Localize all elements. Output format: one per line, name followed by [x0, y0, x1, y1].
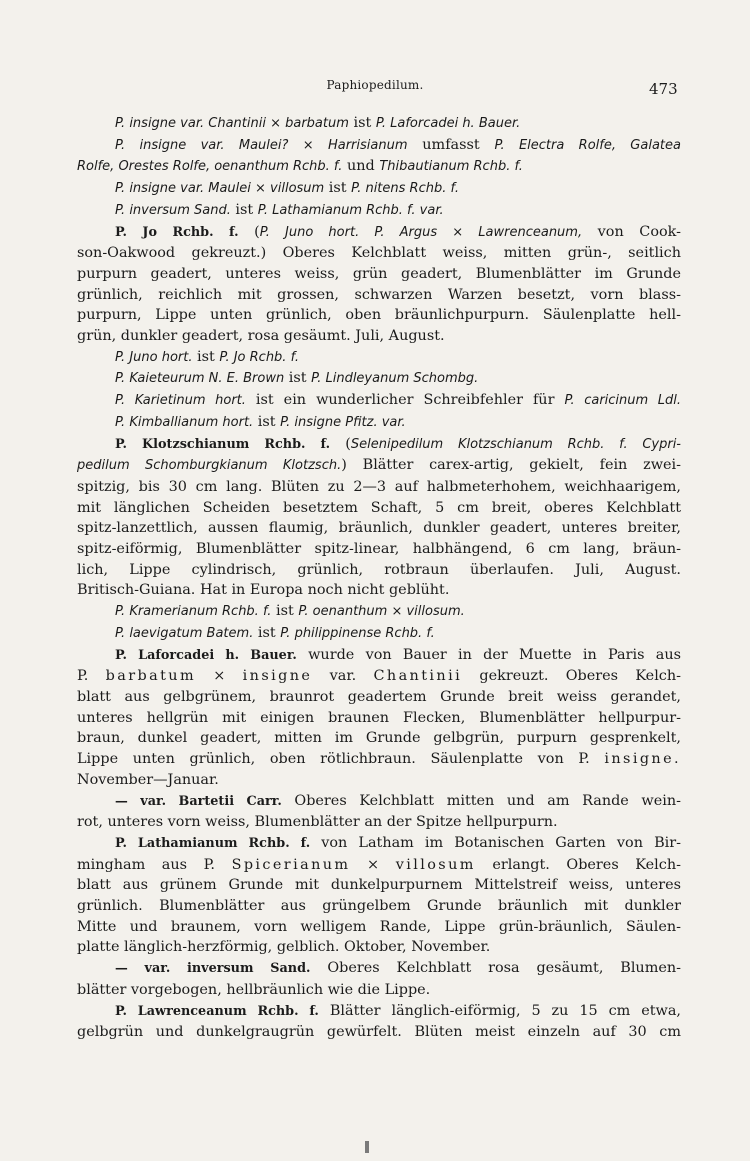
text-line	[77, 833, 681, 855]
text-line	[77, 1001, 681, 1023]
text-line	[77, 156, 681, 178]
text-line	[77, 749, 681, 770]
page-number: 473	[649, 80, 678, 98]
text-line	[77, 285, 681, 306]
text-run: mit länglichen Scheiden besetztem Schaft, 5 cm breit, oberes Kelchblatt	[77, 499, 681, 516]
text-line	[77, 243, 681, 264]
taxon-name: P. Lathamianum Rchb. f. var.	[257, 202, 444, 218]
entry-heading: P. Laforcadei h. Bauer.	[115, 647, 297, 663]
text-run: blatt aus grünem Grunde mit dunkelpurpurnem Mittelstreif weiss, unteres	[77, 877, 681, 894]
text-line	[77, 305, 681, 326]
taxon-name: P. Kaieteurum N. E. Brown	[115, 371, 285, 387]
text-run: mingham aus P.	[77, 856, 232, 873]
taxon-name: P. Karietinum hort.	[115, 393, 246, 409]
text-line	[77, 498, 681, 519]
text-run: insigne	[242, 668, 313, 685]
taxon-name: Selenipedilum Klotzschianum Rchb. f. Cypri-	[350, 436, 681, 452]
text-line	[77, 200, 681, 222]
text-run: Lippe unten grünlich, oben rötlichbraun. Säulenplatte von P.	[77, 751, 605, 768]
text-run: platte länglich-herzförmig, gelblich. Oktober, November.	[77, 939, 491, 956]
taxon-name: P. insigne var. Maulei? ⨯ Harrisianum	[115, 137, 408, 153]
text-run: grünlich, reichlich mit grossen, schwarzen Warzen besetzt, vorn blass-	[77, 286, 681, 303]
taxon-name: P. inversum Sand.	[115, 202, 231, 218]
text-run: villosum	[395, 856, 476, 873]
text-run: ist	[348, 115, 376, 131]
text-line	[77, 601, 681, 623]
text-run: umfasst	[407, 136, 495, 153]
text-run: blatt aus gelbgrünem, braunrot geadertem Grunde breit weiss gerandet,	[77, 688, 681, 705]
text-run: ist	[284, 370, 312, 387]
taxon-name: pedilum Schomburgkianum Klotzsch.	[77, 458, 342, 474]
entry-heading: — var. Bartetii Carr.	[115, 793, 282, 809]
text-line	[77, 937, 681, 958]
text-run: gekreuzt. Oberes Kelch-	[462, 668, 681, 685]
text-run: son-Oakwood gekreuzt.) Oberes Kelchblatt weiss, mitten grün-, seitlich	[77, 245, 681, 262]
text-run: (	[330, 435, 351, 452]
taxon-name: Rolfe, Orestes Rolfe, oenanthum Rchb. f.	[77, 159, 343, 175]
text-run: gelbgrün und dunkelgraugrün gewürfelt. Blüten meist einzeln auf 30 cm	[77, 1024, 681, 1041]
text-run: Spicerianum	[231, 856, 351, 873]
text-line	[77, 518, 681, 539]
taxon-name: P. Jo Rchb. f.	[219, 349, 300, 365]
text-run: insigne.	[604, 751, 681, 768]
taxon-name: P. nitens Rchb. f.	[351, 181, 459, 197]
text-run: ist ein wunderlicher Schreibfehler für	[245, 392, 565, 409]
taxon-name: P. philippinense Rchb. f.	[280, 625, 435, 641]
text-run: unteres hellgrün mit einigen braunen Flecken, Blumenblätter hellpurpur-	[77, 709, 681, 726]
text-line	[77, 113, 681, 135]
text-line	[77, 539, 681, 560]
text-run: November—Januar.	[77, 771, 219, 788]
text-line	[77, 770, 681, 791]
text-line	[77, 687, 681, 708]
text-line	[77, 580, 681, 601]
text-run: erlangt. Oberes Kelch-	[475, 856, 681, 873]
taxon-name: P. oenanthum ⨯ villosum.	[298, 604, 465, 620]
text-line	[77, 980, 681, 1001]
text-run: var.	[312, 668, 374, 685]
text-run: ) Blätter carex-artig, gekielt, fein zwei-	[341, 457, 681, 474]
text-line	[77, 455, 681, 477]
text-line	[77, 222, 681, 244]
taxon-name: P. Juno hort. P. Argus ⨯ Lawrenceanum,	[259, 224, 583, 240]
text-line	[77, 326, 681, 347]
entry-heading: — var. inversum Sand.	[115, 961, 311, 977]
text-run: Chantinii	[373, 668, 463, 685]
text-run: grün, dunkler geadert, rosa gesäumt. Juli, August.	[77, 328, 445, 345]
text-line	[77, 958, 681, 980]
text-line	[77, 434, 681, 456]
taxon-name: P. insigne var. Maulei ⨯ villosum	[115, 181, 325, 197]
taxon-name: P. caricinum Ldl.	[564, 393, 681, 409]
text-run: braun, dunkel geadert, mitten im Grunde gelbgrün, purpurn gesprenkelt,	[77, 730, 681, 747]
taxon-name: P. Lindleyanum Schombg.	[311, 371, 479, 387]
text-line	[77, 347, 681, 369]
text-line	[77, 875, 681, 896]
text-line	[77, 728, 681, 749]
taxon-name: P. Laforcadei h. Bauer.	[375, 116, 521, 131]
text-run: grünlich. Blumenblätter aus grüngelbem Grunde bräunlich mit dunkler	[77, 898, 681, 915]
text-run: ⨯	[350, 856, 396, 873]
text-run: spitz-eiförmig, Blumenblätter spitz-linear, halbhängend, 6 cm lang, bräun-	[77, 541, 681, 558]
text-line	[77, 264, 681, 285]
text-line	[77, 135, 681, 157]
taxon-name: P. insigne Pfitz. var.	[280, 414, 406, 430]
text-run: von Latham im Botanischen Garten von Bir-	[310, 834, 681, 851]
text-run: blätter vorgebogen, hellbräunlich wie die Lippe.	[77, 981, 431, 998]
text-run: ist	[324, 180, 352, 197]
text-line	[77, 560, 681, 581]
text-line	[77, 791, 681, 813]
text-line	[77, 855, 681, 876]
text-run: ist	[192, 348, 220, 365]
text-line	[77, 708, 681, 729]
text-run: von Cook-	[582, 223, 681, 240]
body-text	[77, 113, 681, 1043]
text-run: purpurn, Lippe unten grünlich, oben bräunlichpurpurn. Säulenplatte hell-	[77, 307, 681, 324]
text-run: barbatum	[105, 668, 196, 685]
text-run: ist	[230, 201, 258, 218]
text-run: wurde von Bauer in der Muette in Paris aus	[296, 646, 681, 663]
running-head: Paphiopedilum.	[326, 78, 424, 92]
text-run: lich, Lippe cylindrisch, grünlich, rotbraun überlaufen. Juli, August.	[77, 561, 681, 578]
text-line	[77, 390, 681, 412]
text-run: spitz-lanzettlich, aussen flaumig, bräunlich, dunkler geadert, unteres breiter,	[77, 520, 681, 537]
text-run: Britisch-Guiana. Hat in Europa noch nicht geblüht.	[77, 582, 450, 599]
text-line	[77, 645, 681, 667]
text-run: Blätter länglich-eiförmig, 5 zu 15 cm etwa,	[318, 1002, 681, 1019]
entry-heading: P. Klotzschianum Rchb. f.	[115, 436, 331, 452]
text-run: Mitte und braunem, vorn welligem Rande, Lippe grün-bräunlich, Säulen-	[77, 918, 681, 935]
taxon-name: P. Kimballianum hort.	[115, 414, 254, 430]
entry-heading: P. Jo Rchb. f.	[115, 224, 239, 240]
text-run: purpurn geadert, unteres weiss, grün geadert, Blumenblätter im Grunde	[77, 265, 681, 282]
text-line	[77, 368, 681, 390]
text-run: rot, unteres vorn weiss, Blumenblätter an der Spitze hellpurpurn.	[77, 814, 558, 831]
text-run: (	[238, 223, 260, 240]
entry-heading: P. Lawrenceanum Rchb. f.	[115, 1003, 319, 1019]
text-line	[77, 917, 681, 938]
text-run: ist	[271, 603, 299, 620]
text-run: ist	[253, 413, 281, 430]
text-line	[77, 1022, 681, 1043]
taxon-name: P. Kramerianum Rchb. f.	[115, 604, 272, 620]
entry-heading: P. Lathamianum Rchb. f.	[115, 835, 311, 851]
text-run: Oberes Kelchblatt rosa gesäumt, Blumen-	[310, 960, 681, 977]
text-run: ist	[253, 624, 281, 641]
taxon-name: P. insigne var. Chantinii ⨯ barbatum	[115, 116, 349, 131]
text-run: und	[342, 158, 380, 175]
taxon-name: P. Juno hort.	[115, 349, 193, 365]
text-run: P.	[77, 668, 106, 685]
text-line	[77, 412, 681, 434]
text-line	[77, 666, 681, 687]
text-line	[77, 896, 681, 917]
taxon-name: P. Electra Rolfe, Galatea	[494, 137, 681, 153]
text-run: spitzig, bis 30 cm lang. Blüten zu 2—3 auf halbmeterhohem, weichhaarigem,	[77, 478, 681, 495]
text-run: Oberes Kelchblatt mitten und am Rande wein-	[281, 792, 681, 809]
text-line	[77, 477, 681, 498]
text-line	[77, 812, 681, 833]
text-line	[77, 623, 681, 645]
text-run: ⨯	[196, 668, 243, 685]
taxon-name: Thibautianum Rchb. f.	[379, 159, 523, 175]
text-line	[77, 178, 681, 200]
bottom-mark	[365, 1141, 369, 1153]
taxon-name: P. laevigatum Batem.	[115, 625, 254, 641]
